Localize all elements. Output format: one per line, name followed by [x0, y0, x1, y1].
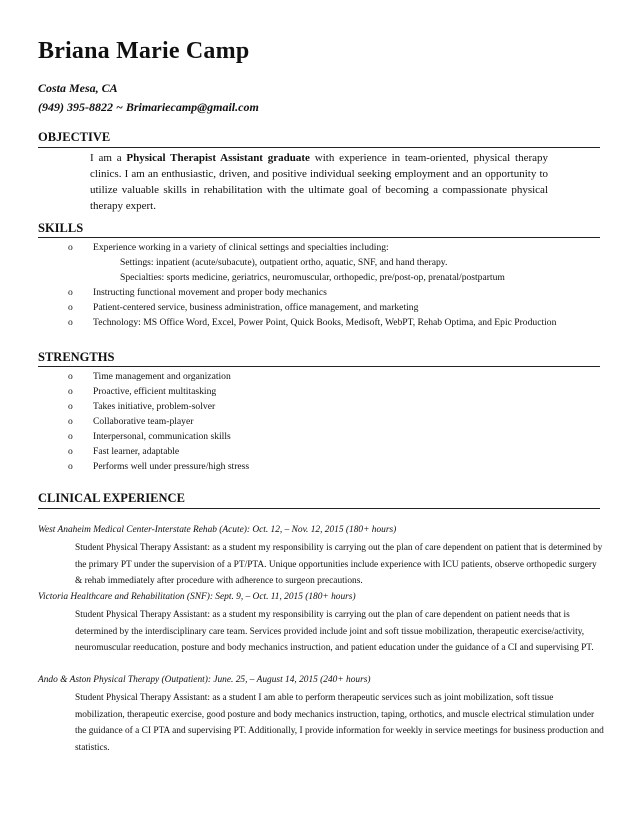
strengths-divider: [38, 366, 600, 367]
list-item: [68, 414, 468, 429]
list-item: [68, 399, 468, 414]
bullet: o: [68, 461, 73, 472]
bullet: o: [68, 386, 73, 397]
strength-text: Proactive, efficient multitasking: [93, 386, 217, 397]
list-item-sub: [68, 270, 568, 285]
bullet: o: [68, 242, 73, 253]
skill-text: Technology: MS Office Word, Excel, Power Point, Quick Books, Medisoft, WebPT, Rehab Optima, and Epic Production: [93, 317, 557, 328]
skill-text: Patient-centered service, business administration, office management, and marketing: [93, 302, 419, 313]
objective-text: [90, 150, 548, 214]
objective-lead: I am a: [90, 152, 127, 164]
skill-text: Instructing functional movement and proper body mechanics: [93, 287, 327, 298]
skills-list: [68, 240, 568, 330]
job-description: Student Physical Therapy Assistant: as a student I am able to perform therapeutic services such as joint mobilization, soft tissue mobilization, therapeutic exercise, good posture and body mechanics instruction, taping, orthotics, and muscle electrical stimulation under the guidance of a CI PTA and supervising PT. Additionally, I provide information for weekly in service meetings for business production and statistics.: [75, 693, 604, 753]
objective-rest: with experience in team-oriented, physical therapy clinics. I am an enthusiastic, driven, and positive individual seeking employment and an opportunity to utilize valuable skills in rehabilitation with the ultimate goal of becoming a compassionate physical therapy expert.: [90, 152, 549, 212]
bullet: o: [68, 371, 73, 382]
clinical-heading: CLINICAL EXPERIENCE: [38, 491, 185, 505]
bullet: o: [68, 302, 73, 313]
candidate-name: Briana Marie Camp: [38, 38, 250, 64]
job-title: Victoria Healthcare and Rehabilitation (SNF): Sept. 9, – Oct. 11, 2015 (180+ hours): [38, 592, 356, 602]
list-item: [68, 429, 468, 444]
contact-info: (949) 395-8822 ~ Brimariecamp@gmail.com: [38, 100, 259, 114]
bullet: o: [68, 287, 73, 298]
skill-sub-text: Specialties: sports medicine, geriatrics, neuromuscular, orthopedic, pre/post-op, prenatal/postpartum: [120, 272, 505, 283]
strength-text: Interpersonal, communication skills: [93, 431, 231, 442]
skill-sub-text: Settings: inpatient (acute/subacute), outpatient ortho, aquatic, SNF, and hand therapy.: [120, 257, 448, 268]
list-item: [68, 285, 568, 300]
list-item: [68, 444, 468, 459]
location: Costa Mesa, CA: [38, 81, 118, 95]
clinical-divider: [38, 508, 600, 509]
objective-heading: OBJECTIVE: [38, 130, 111, 144]
strength-text: Takes initiative, problem-solver: [93, 401, 216, 412]
strength-text: Fast learner, adaptable: [93, 446, 180, 457]
bullet: o: [68, 431, 73, 442]
list-item: [68, 459, 468, 474]
objective-divider: [38, 147, 600, 148]
skills-heading: SKILLS: [38, 221, 84, 235]
strengths-heading: STRENGTHS: [38, 350, 115, 364]
job-title: Ando & Aston Physical Therapy (Outpatient): June. 25, – August 14, 2015 (240+ hours): [38, 675, 371, 685]
strength-text: Collaborative team-player: [93, 416, 194, 427]
bullet: o: [68, 416, 73, 427]
job-description: Student Physical Therapy Assistant: as a student my responsibility is carrying out the plan of care dependent on patient needs that is determined by the interdisciplinary care team. Services provided include joint and soft tissue mobilization, therapeutic exercise/activity, neuromuscular reeducation, posture and body mechanics instruction, and patient education under the guidance of a CI and supervising PT.: [75, 610, 594, 653]
bullet: o: [68, 446, 73, 457]
list-item: [68, 369, 468, 384]
skill-text: Experience working in a variety of clinical settings and specialties including:: [93, 242, 389, 253]
list-item-sub: [68, 255, 568, 270]
list-item: [68, 300, 568, 315]
strength-text: Time management and organization: [93, 371, 231, 382]
list-item: [68, 384, 468, 399]
job-description: Student Physical Therapy Assistant: as a student my responsibility is carrying out the plan of care dependent on patient that is determined by the primary PT under the supervision of a PT/PTA. Unique opportunities include experience with ICU patients, observe orthopedic surgery & rehab immediately after procedure with adherence to surgeon precautions.: [75, 543, 603, 586]
list-item: [68, 240, 568, 255]
list-item: [68, 315, 568, 330]
objective-bold: Physical Therapist Assistant graduate: [126, 152, 310, 164]
strength-text: Performs well under pressure/high stress: [93, 461, 250, 472]
bullet: o: [68, 317, 73, 328]
skills-divider: [38, 237, 600, 238]
bullet: o: [68, 401, 73, 412]
job-title: West Anaheim Medical Center-Interstate Rehab (Acute): Oct. 12, – Nov. 12, 2015 (180+ hours): [38, 525, 397, 535]
strengths-list: [68, 369, 468, 474]
